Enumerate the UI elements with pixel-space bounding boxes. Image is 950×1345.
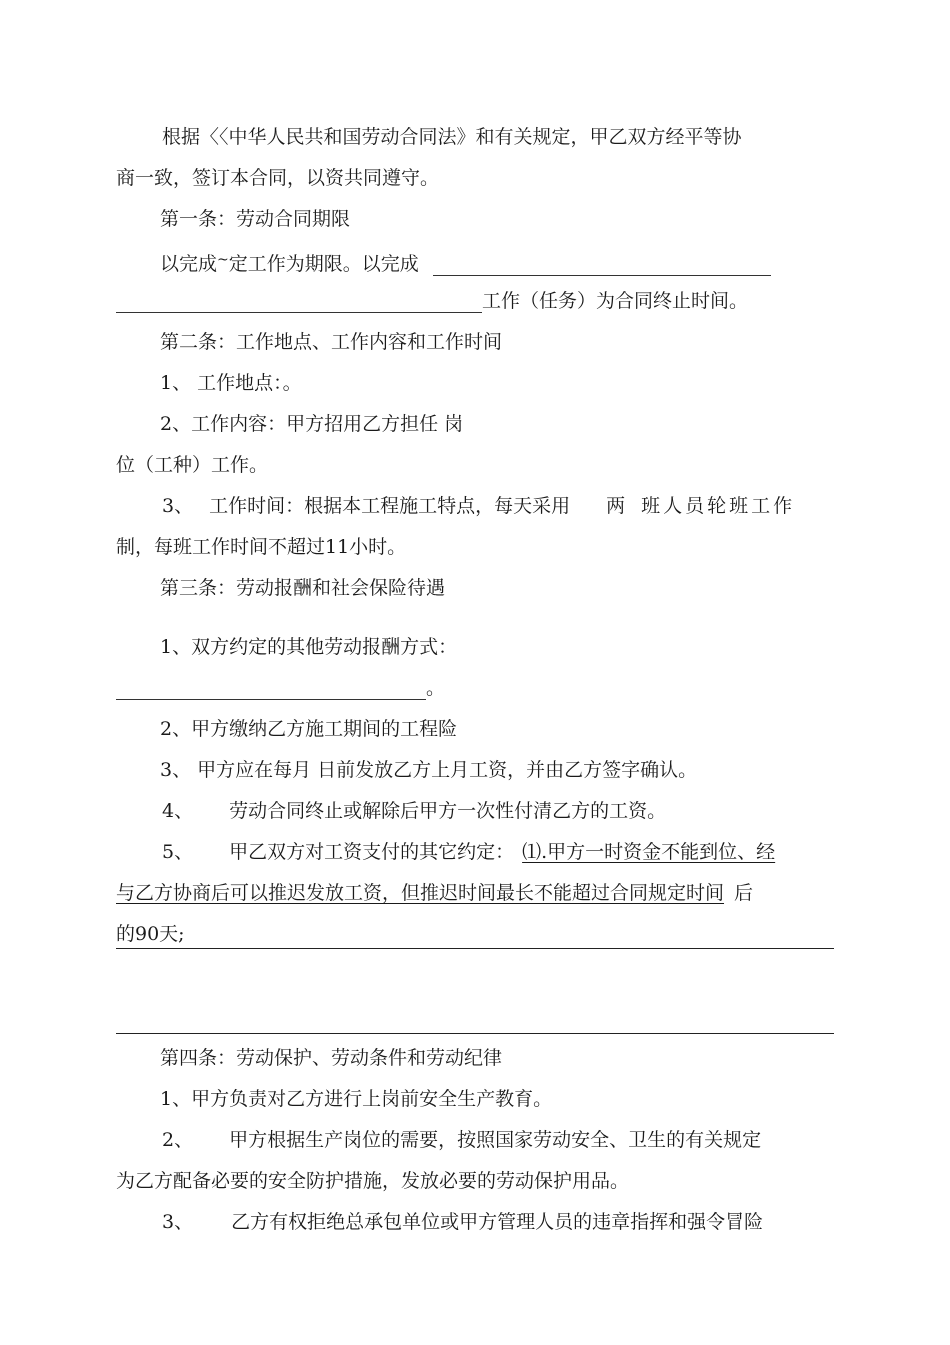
item-text: 工作时间：根据本工程施工特点，每天采用 [209, 495, 571, 517]
article-1-line-1 [160, 248, 771, 276]
article-2-item-2: 2、工作内容：甲方招用乙方担任 岗 [160, 413, 464, 435]
item-text-underlined: 与乙方协商后可以推迟发放工资，但推迟时间最长不能超过合同规定时间 [116, 882, 725, 904]
item-number: 5、 [162, 841, 194, 863]
article-3-item-4 [162, 799, 666, 823]
article-1-tilde: ~ [217, 252, 229, 268]
article-3-item-2: 2、甲方缴纳乙方施工期间的工程险 [160, 718, 458, 740]
fill-in-blank [116, 681, 426, 700]
article-4-item-3 [162, 1210, 763, 1234]
article-4-item-1: 1、甲方负责对乙方进行上岗前安全生产教育。 [160, 1088, 553, 1110]
article-2-item-1: 1、 工作地点：。 [160, 372, 302, 394]
item-number: 3、 [162, 495, 194, 517]
fill-in-blank [433, 257, 771, 276]
item-text: 甲乙双方对工资支付的其它约定： [229, 841, 515, 863]
shift-count: 两 [606, 495, 626, 517]
item-text: 劳动合同终止或解除后甲方一次性付清乙方的工资。 [229, 800, 667, 822]
article-4-item-2-cont: 为乙方配备必要的安全防护措施，发放必要的劳动保护用品。 [116, 1170, 630, 1192]
period: 。 [426, 677, 446, 699]
article-3-title: 第三条：劳动报酬和社会保险待遇 [160, 577, 446, 599]
article-2-item-3 [162, 494, 795, 518]
article-1-text-a: 以完成 [160, 253, 218, 275]
article-1-line-2 [116, 289, 748, 313]
article-3-item-1-blank [116, 676, 445, 700]
divider-line [116, 1033, 834, 1034]
divider-line [116, 948, 834, 949]
item-text-b: 班人员轮班工作 [641, 495, 796, 517]
article-1-text-b: 定工作为期限。以完成 [228, 253, 419, 275]
intro-line-2: 商一致，签订本合同，以资共同遵守。 [116, 167, 440, 189]
fill-in-blank [116, 294, 482, 313]
article-2-item-3-cont: 制，每班工作时间不超过11小时。 [116, 536, 407, 558]
article-2-title: 第二条：工作地点、工作内容和工作时间 [160, 331, 503, 353]
item-text-underlined: ⑴.甲方一时资金不能到位、经 [522, 841, 776, 863]
item-number: 4、 [162, 800, 194, 822]
item-text: 甲方根据生产岗位的需要，按照国家劳动安全、卫生的有关规定 [229, 1129, 762, 1151]
article-1-line-2-text: 工作（任务）为合同终止时间。 [482, 290, 749, 312]
item-text: 后 [734, 882, 754, 904]
article-1-title: 第一条：劳动合同期限 [160, 208, 351, 230]
intro-line-1: 根据〈〈中华人民共和国劳动合同法》和有关规定，甲乙双方经平等协 [162, 126, 742, 148]
article-2-item-2-cont: 位（工种）工作。 [116, 454, 269, 476]
article-3-item-5 [162, 840, 775, 864]
item-number: 3、 [162, 1211, 194, 1233]
article-3-item-5-cont [116, 881, 753, 905]
article-3-item-5-end: 的90天; [116, 923, 185, 945]
item-text: 乙方有权拒绝总承包单位或甲方管理人员的违章指挥和强令冒险 [231, 1211, 764, 1233]
item-number: 2、 [162, 1129, 194, 1151]
article-4-title: 第四条：劳动保护、劳动条件和劳动纪律 [160, 1047, 503, 1069]
article-3-item-3: 3、 甲方应在每月 日前发放乙方上月工资，并由乙方签字确认。 [160, 759, 698, 781]
article-3-item-1: 1、双方约定的其他劳动报酬方式： [160, 636, 458, 658]
article-4-item-2 [162, 1128, 761, 1152]
